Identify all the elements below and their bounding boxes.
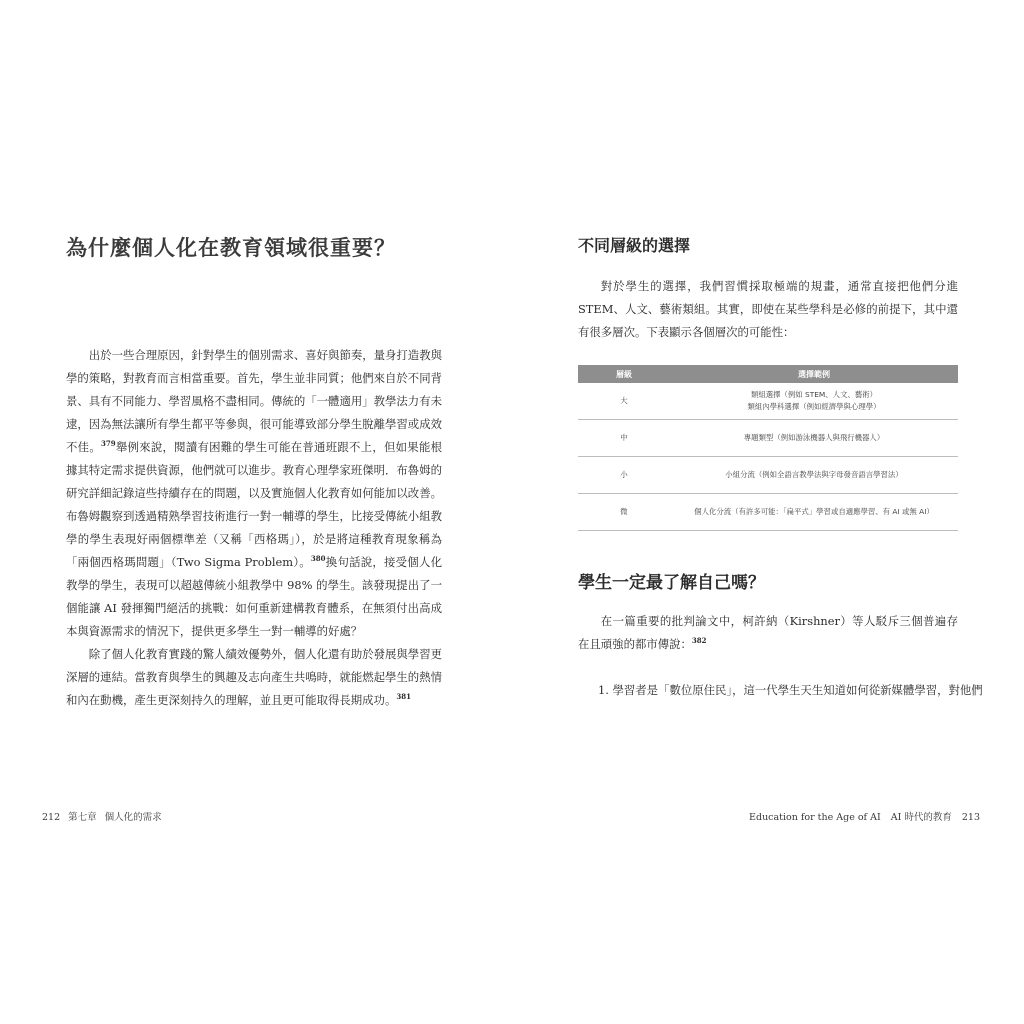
table-cell-examples: 類組選擇（例如 STEM、人文、藝術） 類組內學科選擇（例如經濟學與心理學） xyxy=(670,383,958,420)
table-row xyxy=(578,420,958,457)
right-page xyxy=(512,0,1024,1024)
table-row xyxy=(578,457,958,494)
table-cell-level: 中 xyxy=(578,420,670,457)
choice-levels-table xyxy=(578,365,958,531)
table-cell-examples: 專題類型（例如游泳機器人與飛行機器人） xyxy=(670,420,958,457)
chapter-title: 個人化的需求 xyxy=(104,812,162,823)
footnote-ref-382[interactable]: 382 xyxy=(691,636,707,646)
page-number: 213 xyxy=(961,812,980,823)
table-header-level: 層級 xyxy=(578,365,670,383)
table-header-row xyxy=(578,365,958,383)
table-cell-examples: 個人化分流（有許多可能：「扁平式」學習或自適應學習、有 AI 或無 AI） xyxy=(670,494,958,531)
chapter-label: 第七章 xyxy=(68,812,97,823)
table-cell-level: 小 xyxy=(578,457,670,494)
table-cell-level: 微 xyxy=(578,494,670,531)
list-item: 1. 學習者是「數位原住民」，這一代學生天生知道如何從新媒體學習，對他們 xyxy=(598,683,983,697)
section-heading-students: 學生一定最了解自己嗎？ xyxy=(578,573,765,593)
page-heading: 為什麼個人化在教育領域很重要？ xyxy=(66,236,396,260)
page-number: 212 xyxy=(42,812,61,823)
footnote-ref-380[interactable]: 380 xyxy=(310,554,326,564)
book-title-en: Education for the Age of AI xyxy=(749,812,881,823)
table-cell-level: 大 xyxy=(578,383,670,420)
footnote-ref-381[interactable]: 381 xyxy=(396,692,411,702)
table-row xyxy=(578,494,958,531)
left-body-text xyxy=(66,344,442,712)
paragraph-2: 除了個人化教育實踐的驚人績效優勢外，個人化還有助於發展與學習更深層的連結。當教育與學生的興趣及志向產生共鳴時，就能燃起學生的熱情和內在動機，產生更深刻持久的理解，並且更可能取得長期成功。$^{381}$ xyxy=(66,647,442,707)
section1-body: 對於學生的選擇，我們習慣採取極端的規畫，通常直接把他們分進 STEM、人文、藝術類組。其實，即使在某些學科是必修的前提下，其中還有很多層次。下表顯示各個層次的可能性： xyxy=(578,279,958,339)
table-header-examples: 選擇範例 xyxy=(670,365,958,383)
paragraph-1: 出於一些合理原因，針對學生的個別需求、喜好與節奏，量身打造教與學的策略，對教育而言相當重要。首先，學生並非同質；他們來自於不同背景、具有不同能力、學習風格不盡相同。傳統的「一體適用」教學法力有未逮，因為無法讓所有學生都平等參與，很可能導致部分學生脫離學習或成效不佳。$^{379}$舉例來說，閱讀有困難的學生可能在普通班跟不上，但如果能根據其特定需求提供資源，他們就可以進步。教育心理學家班傑明．布魯姆的研究詳細記錄這些持續存在的問題，以及實施個人化教育如何能加以改善。布魯姆觀察到透過精熟學習技術進行一對一輔導的學生，比接受傳統小組教學的學生表現好兩個標準差（又稱「西格瑪」），於是將這種教育現象稱為「兩個西格瑪問題」（Two Sigma Problem）。$^{380}$換句話說，接受個人化教學的學生，表現可以超越傳統小組教學中 98% 的學生。該發現提出了一個能讓 AI 發揮獨門絕活的挑戰：如何重新建構教育體系，在無須付出高成本與資源需求的情況下，提供更多學生一對一輔導的好處？ xyxy=(66,348,442,638)
section-heading-levels: 不同層級的選擇 xyxy=(578,236,691,255)
book-title-zh: AI 時代的教育 xyxy=(890,812,952,823)
footnote-ref-379[interactable]: 379 xyxy=(100,439,116,449)
left-footer xyxy=(42,809,170,823)
section2-body: 在一篇重要的批判論文中，柯許納（Kirshner）等人駁斥三個普遍存在且頑強的都市傳說：$^{382}$ xyxy=(578,614,958,651)
table-row xyxy=(578,383,958,420)
right-footer xyxy=(739,809,980,823)
table-cell-examples: 小組分流（例如全語言教學法與字母發音語言學習法） xyxy=(670,457,958,494)
